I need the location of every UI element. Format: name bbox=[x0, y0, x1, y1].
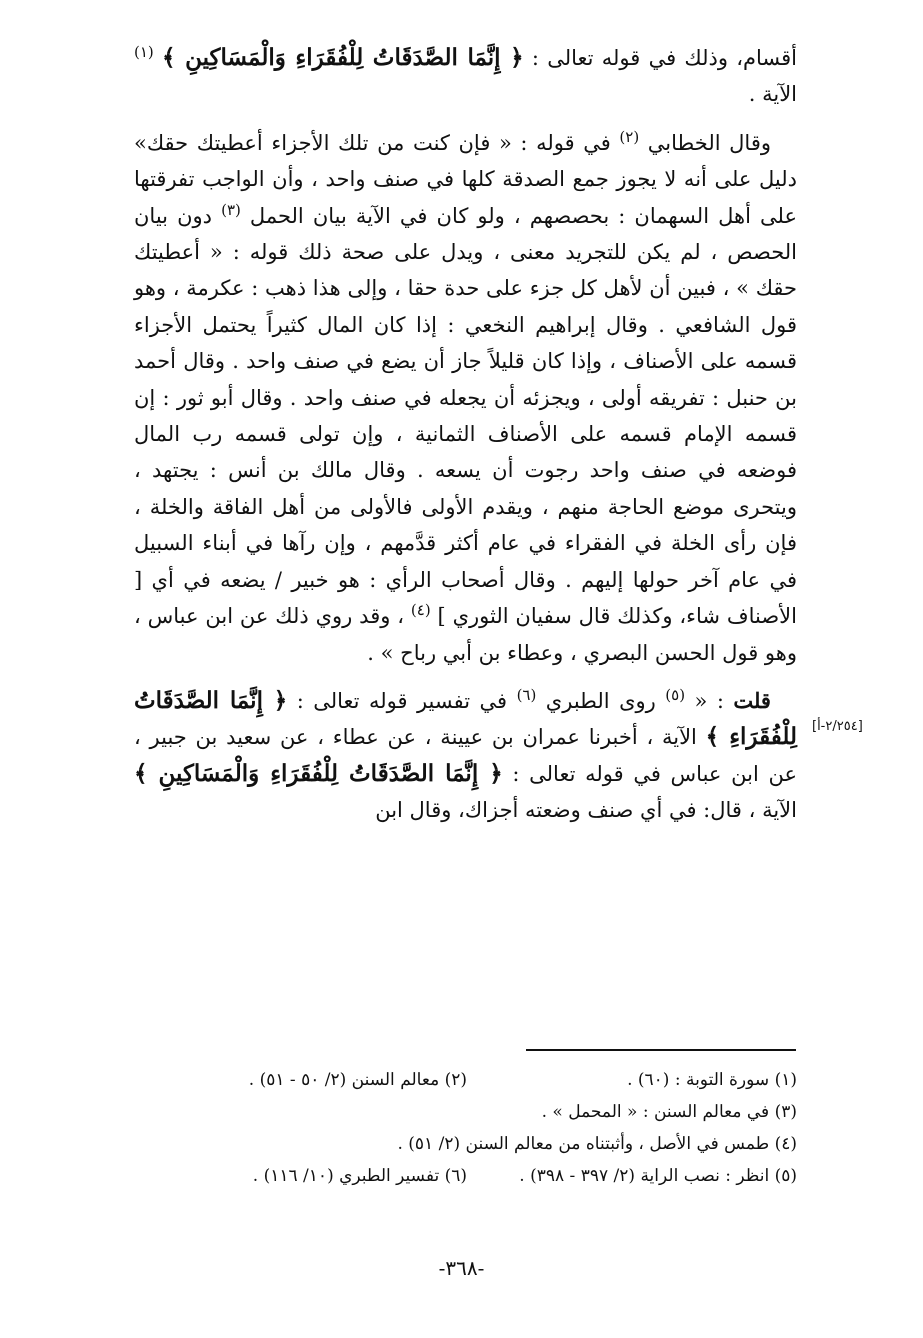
lead-word: قلت bbox=[733, 687, 771, 713]
text-run: الآية ، أخبرنا عمران بن عيينة ، عن عطاء ، عن سعيد بن جبير ، عن ابن عباس في قوله تعالى : bbox=[134, 725, 797, 786]
text-run: وقال الخطابي bbox=[639, 130, 771, 155]
footnote-row bbox=[134, 1160, 797, 1192]
quran-verse: ﴿ إِنَّمَا الصَّدَقَاتُ لِلْفُقَرَاءِ وَالْمَسَاكِينِ ﴾ bbox=[162, 44, 524, 71]
text-run: الآية . bbox=[748, 82, 797, 107]
footnote-row bbox=[134, 1064, 797, 1096]
paragraph-3 bbox=[134, 683, 797, 829]
footnote-ref-2: (٢) bbox=[619, 127, 640, 146]
footnote-4: (٤) طمس في الأصل ، وأثبتناه من معالم السنن (٢/ ٥١) . bbox=[397, 1134, 797, 1154]
text-run: ، وقد روي ذلك عن ابن عباس ، وهو قول الحسن البصري ، وعطاء بن أبي رباح » . bbox=[134, 604, 797, 665]
footnote-ref-3: (٣) bbox=[221, 200, 241, 219]
paragraph-1 bbox=[134, 40, 797, 113]
footnote-ref-5: (٥) bbox=[665, 685, 686, 704]
text-run: الآية ، قال: في أي صنف وضعته أجزاك، وقال ابن bbox=[375, 798, 797, 823]
footnote-2: (٢) معالم السنن (٢/ ٥٠ - ٥١) . bbox=[248, 1070, 467, 1090]
manuscript-folio-marker: [٢/٢٥٤-أ] bbox=[812, 719, 863, 734]
footnote-ref-4: (٤) bbox=[410, 601, 431, 620]
paragraph-2 bbox=[134, 125, 797, 671]
text-run: دون بيان الحصص ، لم يكن للتجريد معنى ، ويدل على صحة ذلك قوله : « أعطيتك حقك » ، فبين أن لأهل كل جزء على حدة حقا ، وإلى هذا ذهب : عكرمة ، وهو قول الشافعي . وقال إبراهيم النخعي : إذا كان المال كثيراً يحتمل الأجزاء قسمه على الأصناف ، وإذا كان قليلاً جاز أن يضع في صنف واحد . وقال أحمد بن حنبل : تفريقه أولى ، ويجزئه أن يجعله في صنف واحد . وقال أبو ثور : إن قسمه الإمام قسمه على الأصناف الثمانية ، وإن تولى قسمه رب المال فوضعه في صنف واحد رجوت أن يسعه . وقال مالك بن أنس : يجتهد ، ويتحرى موضع الحاجة منهم ، ويقدم الأولى فالأولى من أهل الفاقة والخلة ، فإن رأى الخلة في الفقراء في عام أكثر قدَّمهم ، وإن رآها في أبناء السبيل في عام آخر حولها إليهم . وقال أصحاب الرأي : هو خبير / يضعه في أي [ الأصناف شاء، وكذلك قال سفيان الثوري ] bbox=[134, 203, 797, 629]
footnotes-section bbox=[134, 1064, 797, 1192]
footnote-1: (١) سورة التوبة : (٦٠) . bbox=[627, 1070, 797, 1090]
footnote-divider bbox=[526, 1049, 796, 1051]
footnote-6: (٦) تفسير الطبري (١٠/ ١١٦) . bbox=[252, 1166, 467, 1186]
page-number: -٣٦٨- bbox=[438, 1256, 485, 1280]
footnote-5: (٥) انظر : نصب الراية (٢/ ٣٩٧ - ٣٩٨) . bbox=[519, 1166, 797, 1186]
quran-verse: ﴿ إِنَّمَا الصَّدَقَاتُ لِلْفُقَرَاءِ ﴾ bbox=[134, 686, 797, 751]
footnote-ref-1: (١) bbox=[134, 43, 154, 61]
text-run: أقسام، وذلك في قوله تعالى : bbox=[523, 46, 797, 70]
text-run: في تفسير قوله تعالى : bbox=[287, 688, 517, 713]
main-text-body bbox=[134, 40, 797, 829]
footnote-ref-6: (٦) bbox=[516, 685, 537, 704]
text-run: روى الطبري bbox=[536, 688, 666, 713]
footnote-3: (٣) في معالم السنن : « المحمل » . bbox=[541, 1102, 797, 1122]
quran-verse: ﴿ إِنَّمَا الصَّدَقَاتُ لِلْفُقَرَاءِ وَالْمَسَاكِينِ ﴾ bbox=[134, 759, 503, 787]
text-run: : « bbox=[685, 688, 734, 713]
text-run: في قوله : « فإن كنت من تلك الأجزاء أعطيتك حقك» دليل على أنه لا يجوز جمع الصدقة كلها في صنف واحد ، وأن الواجب تفرقتها على أهل السهمان : بحصصهم ، ولو كان في الآية بيان الحمل bbox=[134, 130, 797, 228]
